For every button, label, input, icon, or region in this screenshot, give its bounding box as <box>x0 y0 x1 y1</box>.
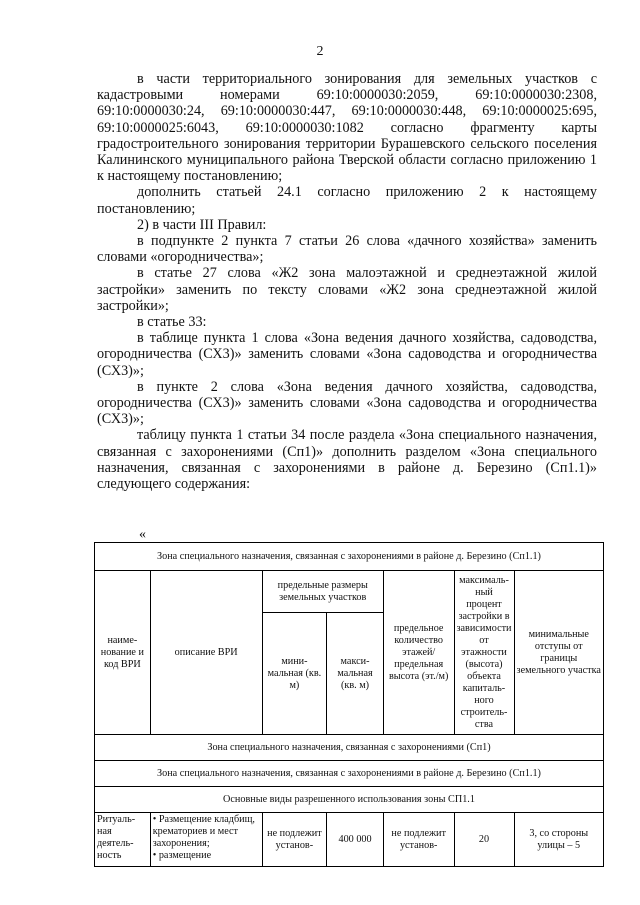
description-line-1: • Размещение кладбищ, крематориев и мест захоронения; <box>152 814 255 849</box>
cell-max: 400 000 <box>327 813 384 867</box>
header-sizes-group: предельные размеры земельных участков <box>262 571 383 613</box>
cell-setback: 3, со стороны улицы – 5 <box>514 813 604 867</box>
cell-min: не подлежит установ- <box>262 813 327 867</box>
regulations-table <box>94 542 604 867</box>
table-row <box>95 813 604 867</box>
cell-description <box>150 813 262 867</box>
section-row-sp1: Зона специального назначения, связанная с захоронениями (Сп1) <box>95 735 604 761</box>
paragraph-part-3: 2) в части III Правил: <box>137 216 267 233</box>
paragraph-article-33: в статье 33: <box>137 314 207 331</box>
header-max-percent: максималь-ный процент застройки в зависимости от этажности (высота) объекта капиталь-ного строитель-ства <box>454 571 514 735</box>
cell-percent: 20 <box>454 813 514 867</box>
header-description: описание ВРИ <box>150 571 262 735</box>
paragraph-article-24-1: дополнить статьей 24.1 согласно приложению 2 к настоящему постановлению; <box>97 184 597 217</box>
section-row-main-uses: Основные виды разрешенного использования зоны СП1.1 <box>95 787 604 813</box>
paragraph-article-26: в подпункте 2 пункта 7 статьи 26 слова «дачного хозяйства» заменить словами «огородничества»; <box>97 233 597 266</box>
table-title: Зона специального назначения, связанная с захоронениями в районе д. Березино (Сп1.1) <box>95 543 604 571</box>
cell-name: Ритуаль-ная деятель-ность <box>95 813 151 867</box>
cell-floors: не подлежит установ- <box>383 813 454 867</box>
section-row-sp1-1: Зона специального назначения, связанная с захоронениями в районе д. Березино (Сп1.1) <box>95 761 604 787</box>
header-floors: предельное количество этажей/ предельная высота (эт./м) <box>383 571 454 735</box>
header-max: макси-мальная (кв. м) <box>327 613 384 735</box>
header-min: мини-мальная (кв. м) <box>262 613 327 735</box>
header-name-code: наиме-нование и код ВРИ <box>95 571 151 735</box>
paragraph-article-34: таблицу пункта 1 статьи 34 после раздела «Зона специального назначения, связанная с захоронениями (Сп1)» дополнить разделом «Зона специального назначения, связанная с захоронениями в районе д. Березино (Сп1.1)» следующего содержания: <box>97 427 597 493</box>
page-number: 2 <box>316 44 324 59</box>
header-setbacks: минимальные отступы от границы земельного участка <box>514 571 604 735</box>
paragraph-article-27: в статье 27 слова «Ж2 зона малоэтажной и среднеэтажной жилой застройки» заменить по тексту словами «Ж2 зона среднеэтажной жилой застройки»; <box>97 265 597 314</box>
opening-quote: « <box>139 527 146 542</box>
paragraph-zoning: в части территориального зонирования для земельных участков с кадастровыми номерами 69:10:0000030:2059, 69:10:0000030:2308, 69:10:0000030:24, 69:10:0000030:447, 69:10:0000030:448, 69:10:0000025:695, 69:10:0000025:6043, 69:10:0000030:1082 согласно фрагменту карты градостроительного зонирования территории Бурашевского сельского поселения Калининского муниципального района Тверской области согласно приложению 1 к настоящему постановлению; <box>97 71 597 185</box>
paragraph-item-2: в пункте 2 слова «Зона ведения дачного хозяйства, садоводства, огородничества (СХ3)» заменить словами «Зона садоводства и огородничества (СХ3)»; <box>97 378 597 428</box>
paragraph-table-item-1: в таблице пункта 1 слова «Зона ведения дачного хозяйства, садоводства, огородничества (СХ3)» заменить словами «Зона садоводства и огородничества (СХ3)»; <box>97 330 597 379</box>
description-line-2: • размещение <box>152 850 212 861</box>
document-body <box>97 71 597 492</box>
